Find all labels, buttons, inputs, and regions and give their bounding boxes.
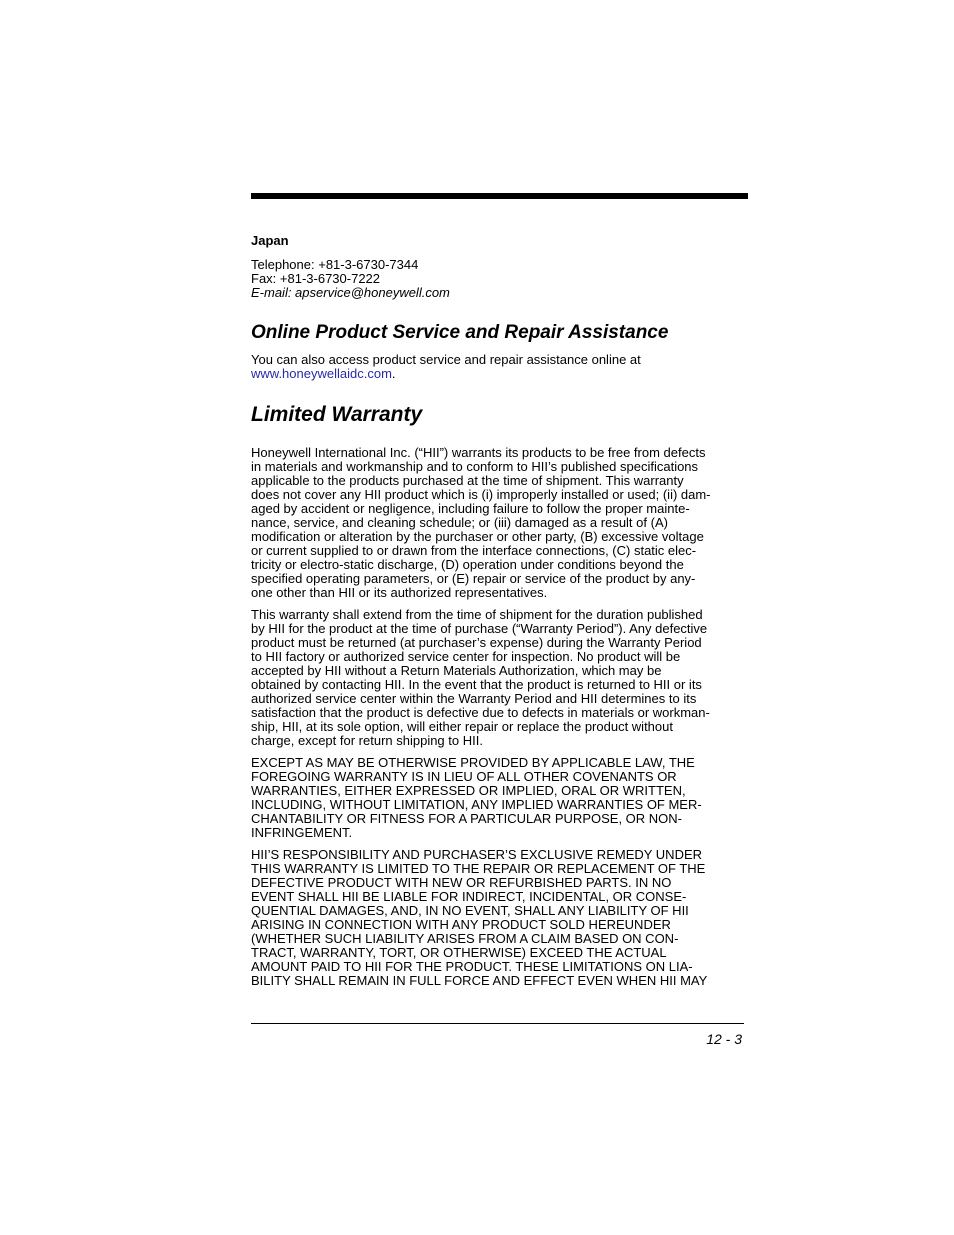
- text-line: (WHETHER SUCH LIABILITY ARISES FROM A CLAIM BASED ON CON-: [251, 931, 679, 946]
- online-service-section: [251, 321, 745, 381]
- text-line: charge, except for return shipping to HII.: [251, 733, 483, 748]
- warranty-heading: Limited Warranty: [251, 403, 423, 426]
- text-line: EXCEPT AS MAY BE OTHERWISE PROVIDED BY APPLICABLE LAW, THE: [251, 755, 695, 770]
- text-line: ship, HII, at its sole option, will either repair or replace the product without: [251, 719, 673, 734]
- text-line: satisfaction that the product is defective due to defects in materials or workman-: [251, 705, 710, 720]
- text-line: ARISING IN CONNECTION WITH ANY PRODUCT SOLD HEREUNDER: [251, 917, 671, 932]
- text-line: product must be returned (at purchaser’s expense) during the Warranty Period: [251, 635, 702, 650]
- text-line: does not cover any HII product which is (i) improperly installed or used; (ii) dam-: [251, 487, 711, 502]
- warranty-paragraph-2: [251, 608, 745, 748]
- warranty-paragraph-4: [251, 848, 745, 988]
- japan-heading: Japan: [251, 233, 289, 248]
- japan-section: [251, 233, 745, 300]
- text-line: EVENT SHALL HII BE LIABLE FOR INDIRECT, INCIDENTAL, OR CONSE-: [251, 889, 687, 904]
- page-number: 12 - 3: [706, 1031, 742, 1047]
- warranty-paragraph-1: [251, 446, 745, 600]
- text-line: INCLUDING, WITHOUT LIMITATION, ANY IMPLIED WARRANTIES OF MER-: [251, 797, 702, 812]
- online-service-text: [251, 353, 745, 381]
- text-line: Honeywell International Inc. (“HII”) warrants its products to be free from defects: [251, 445, 706, 460]
- online-service-period: .: [391, 366, 396, 381]
- text-line: HII’S RESPONSIBILITY AND PURCHASER’S EXCLUSIVE REMEDY UNDER: [251, 847, 703, 862]
- online-service-sentence: You can also access product service and repair assistance online at: [251, 352, 641, 367]
- japan-fax: Fax: +81-3-6730-7222: [251, 271, 381, 286]
- online-service-heading: Online Product Service and Repair Assistance: [251, 322, 669, 343]
- japan-contact: [251, 258, 745, 300]
- text-line: BILITY SHALL REMAIN IN FULL FORCE AND EFFECT EVEN WHEN HII MAY: [251, 973, 708, 988]
- text-line: one other than HII or its authorized representatives.: [251, 585, 548, 600]
- text-line: tricity or electro-static discharge, (D) operation under conditions beyond the: [251, 557, 684, 572]
- text-line: obtained by contacting HII. In the event that the product is returned to HII or its: [251, 677, 702, 692]
- text-line: DEFECTIVE PRODUCT WITH NEW OR REFURBISHED PARTS. IN NO: [251, 875, 672, 890]
- text-line: WARRANTIES, EITHER EXPRESSED OR IMPLIED, ORAL OR WRITTEN,: [251, 783, 686, 798]
- text-line: THIS WARRANTY IS LIMITED TO THE REPAIR OR REPLACEMENT OF THE: [251, 861, 706, 876]
- online-service-link-line: [251, 367, 745, 381]
- footer-rule: [251, 1023, 744, 1024]
- text-line: TRACT, WARRANTY, TORT, OR OTHERWISE) EXCEED THE ACTUAL: [251, 945, 667, 960]
- text-line: applicable to the products purchased at the time of shipment. This warranty: [251, 473, 684, 488]
- text-line: This warranty shall extend from the time of shipment for the duration published: [251, 607, 703, 622]
- text-line: FOREGOING WARRANTY IS IN LIEU OF ALL OTHER COVENANTS OR: [251, 769, 677, 784]
- text-line: modification or alteration by the purchaser or other party, (B) excessive voltage: [251, 529, 704, 544]
- text-line: specified operating parameters, or (E) repair or service of the product by any-: [251, 571, 696, 586]
- text-line: authorized service center within the Warranty Period and HII determines to its: [251, 691, 697, 706]
- text-line: by HII for the product at the time of purchase (“Warranty Period”). Any defective: [251, 621, 708, 636]
- warranty-section: [251, 402, 745, 988]
- text-line: to HII factory or authorized service center for inspection. No product will be: [251, 649, 681, 664]
- text-line: accepted by HII without a Return Materials Authorization, which may be: [251, 663, 662, 678]
- honeywell-website-link[interactable]: www.honeywellaidc.com: [251, 366, 392, 381]
- text-line: QUENTIAL DAMAGES, AND, IN NO EVENT, SHALL ANY LIABILITY OF HII: [251, 903, 689, 918]
- page-content: [251, 233, 745, 988]
- text-line: in materials and workmanship and to conform to HII’s published specifications: [251, 459, 699, 474]
- japan-email: E-mail: apservice@honeywell.com: [251, 285, 450, 300]
- text-line: or current supplied to or drawn from the interface connections, (C) static elec-: [251, 543, 697, 558]
- header-rule: [251, 193, 748, 199]
- warranty-paragraph-3: [251, 756, 745, 840]
- text-line: aged by accident or negligence, including failure to follow the proper mainte-: [251, 501, 690, 516]
- text-line: INFRINGEMENT.: [251, 825, 353, 840]
- japan-telephone: Telephone: +81-3-6730-7344: [251, 257, 419, 272]
- text-line: CHANTABILITY OR FITNESS FOR A PARTICULAR PURPOSE, OR NON-: [251, 811, 682, 826]
- text-line: nance, service, and cleaning schedule; or (iii) damaged as a result of (A): [251, 515, 668, 530]
- text-line: AMOUNT PAID TO HII FOR THE PRODUCT. THESE LIMITATIONS ON LIA-: [251, 959, 693, 974]
